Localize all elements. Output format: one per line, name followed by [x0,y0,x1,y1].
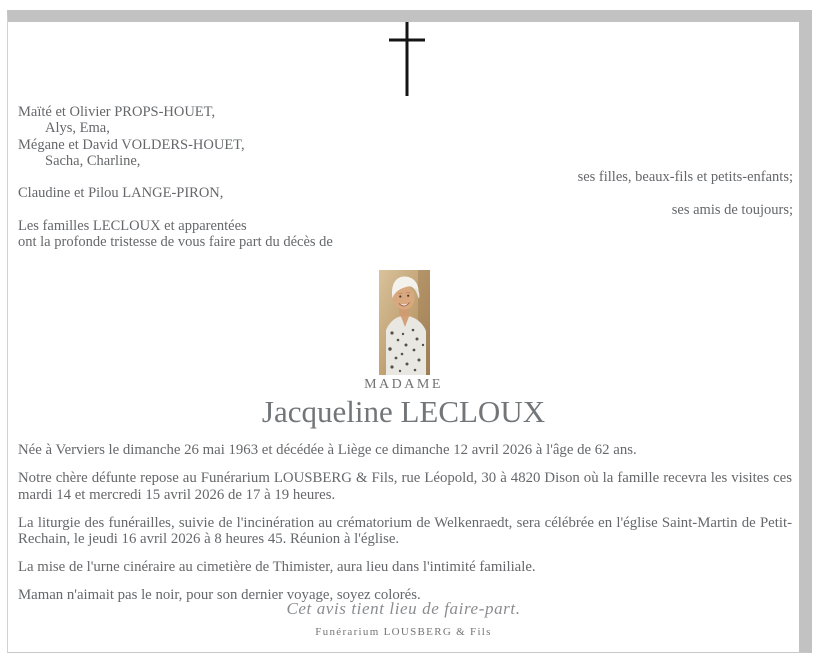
family-line-relation: ses filles, beaux-fils et petits-enfants; [577,169,793,186]
paragraph-visitation: Notre chère défunte repose au Funérarium LOUSBERG & Fils, rue Léopold, 30 à 4820 Dison où la famille recevra les visites ces mardi 14 et mercredi 15 avril 2026 de 17 à 19 heures. [18,470,792,503]
family-line: Maïté et Olivier PROPS-HOUET, [18,104,216,120]
family-line: Alys, Ema, [45,120,110,137]
portrait-photo [379,270,430,375]
paragraph-birth-death: Née à Verviers le dimanche 26 mai 1963 et décédée à Liège ce dimanche 12 avril 2026 à l'âge de 62 ans. [18,442,637,458]
notice-paragraphs [18,442,792,615]
deceased-name: Jacqueline LECLOUX [261,394,546,429]
family-line: Sacha, Charline, [45,152,141,169]
family-line: ont la profonde tristesse de vous faire part du décès de [18,234,333,251]
funeral-home-name: Funérarium LOUSBERG & Fils [315,626,492,638]
family-line: Claudine et Pilou LANGE-PIRON, [18,185,224,202]
paragraph-interment: La mise de l'urne cinéraire au cimetière de Thimister, aura lieu dans l'intimité familiale. [18,559,536,575]
latin-cross-icon [8,22,799,101]
obituary-content [8,22,799,652]
family-line: Mégane et David VOLDERS-HOUET, [18,136,245,153]
obituary-page [7,10,812,653]
family-line-relation: ses amis de toujours; [671,201,793,218]
closing-line: Cet avis tient lieu de faire-part. [286,599,521,618]
paragraph-personal-note: Maman n'aimait pas le noir, pour son dernier voyage, soyez colorés. [18,587,421,603]
paragraph-funeral-service: La liturgie des funérailles, suivie de l'incinération au crématorium de Welkenraedt, sera célébrée en l'église Saint-Martin de Petit-Rechain, le jeudi 16 avril 2026 à 8 heures 45. Réunion à l'église. [18,514,792,547]
family-lines [18,104,793,251]
family-line: Les familles LECLOUX et apparentées [18,218,247,235]
title-prefix: MADAME [364,377,443,392]
